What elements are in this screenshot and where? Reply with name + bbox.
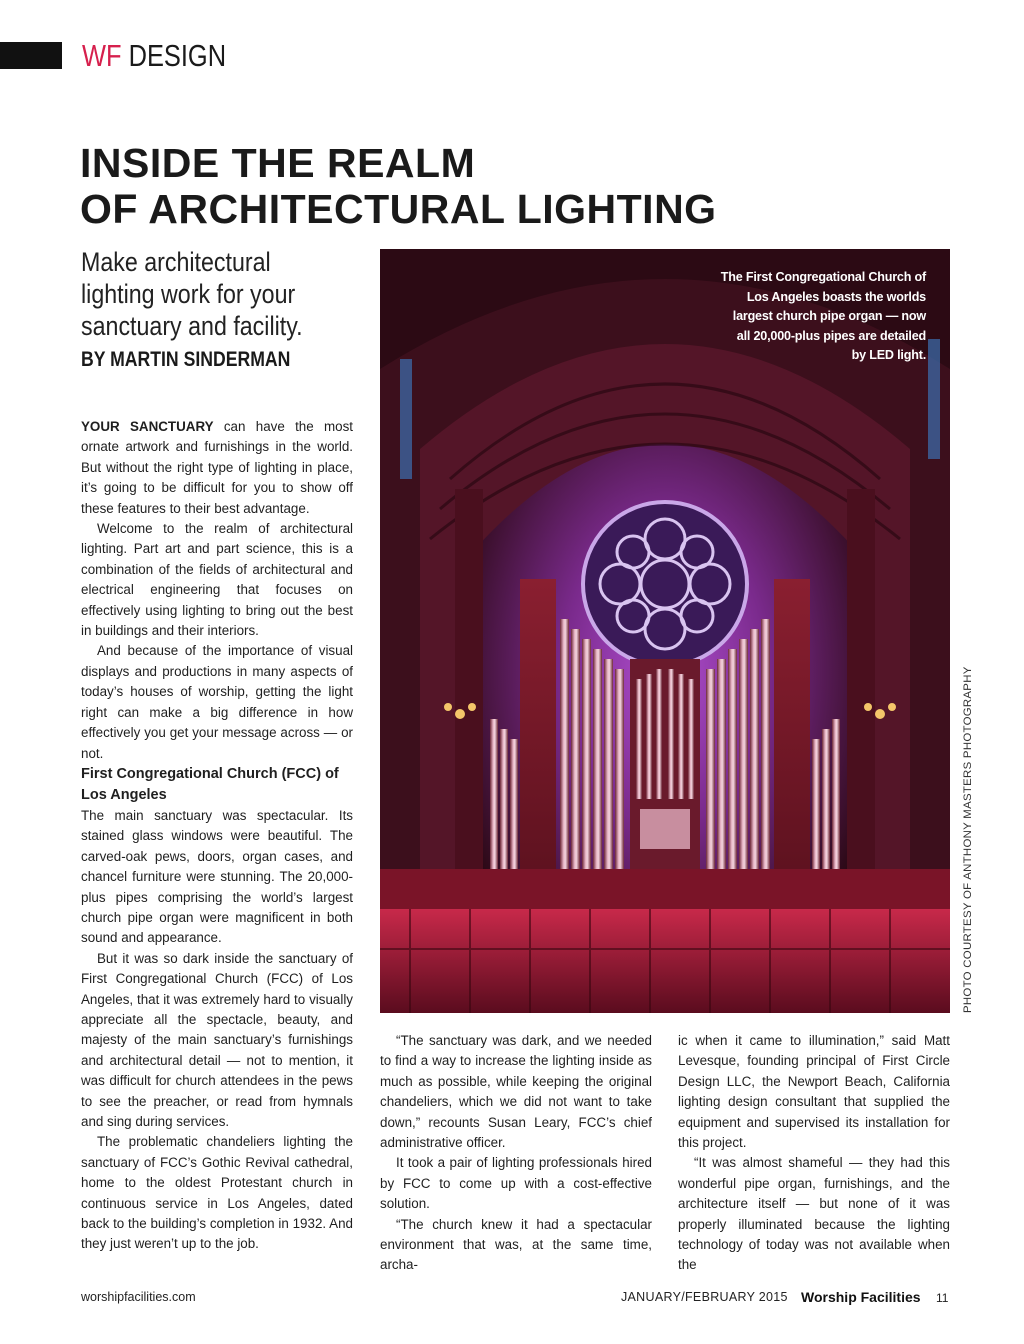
photo-credit: PHOTO COURTESY OF ANTHONY MASTERS PHOTOGRAPHY: [962, 666, 974, 1013]
headline-line-1: INSIDE THE REALM: [80, 140, 476, 186]
footer-issue-date: JANUARY/FEBRUARY 2015: [621, 1290, 788, 1304]
section-accent: WF: [82, 38, 122, 73]
paragraph-10: “It was almost shameful — they had this wonderful pipe organ, furnishings, and the architecture itself — but none of it was properly illuminated because the lighting technology of today was not available when the: [678, 1155, 950, 1273]
paragraph-9-continued: ic when it came to illumination,” said Matt Levesque, founding principal of First Circle Design LLC, the Newport Beach, California lighting design consultant that supplied the equipment and supervised its installation for this project.: [678, 1033, 950, 1151]
body-column-1: [81, 417, 353, 1255]
paragraph-6: The problematic chandeliers lighting the sanctuary of FCC’s Gothic Revival cathedral, home to the oldest Protestant church in continuous service in Los Angeles, dated back to the building’s completion in 1932. And they just weren’t up to the job.: [81, 1134, 353, 1252]
body-column-3: [678, 1031, 950, 1276]
article-byline: BY MARTIN SINDERMAN: [81, 348, 291, 371]
section-subhead: First Congregational Church (FCC) of Los Angeles: [81, 765, 339, 803]
paragraph-1-text: can have the most ornate artwork and furnishings in the world. But without the right type of lighting in place, it’s going to be difficult for you to show off these features to their best advantage.: [81, 419, 354, 516]
article-deck: Make architectural lighting work for your sanctuary and facility.: [81, 247, 303, 341]
section-label: [82, 36, 226, 76]
footer-website: worshipfacilities.com: [81, 1290, 196, 1304]
section-bar: [0, 42, 62, 69]
paragraph-4: The main sanctuary was spectacular. Its stained glass windows were beautiful. The carved-oak pews, doors, organ cases, and chancel furniture were stunning. The 20,000-plus pipes comprising the world’s largest church pipe organ were magnificent in both sound and appearance.: [81, 807, 353, 946]
footer-magazine-name: Worship Facilities: [801, 1289, 921, 1305]
paragraph-9: “The church knew it had a spectacular environment that was, at the same time, archa-: [380, 1216, 652, 1273]
paragraph-8: It took a pair of lighting professionals hired by FCC to come up with a cost-effective solution.: [380, 1155, 652, 1212]
article-headline: [80, 140, 800, 232]
paragraph-2: Welcome to the realm of architectural lighting. Part art and part science, this is a combination of the fields of architectural and electrical engineering that focuses on effectively using lighting to bring out the best in buildings and their interiors.: [81, 521, 353, 639]
paragraph-1: [81, 417, 353, 519]
section-name: DESIGN: [128, 38, 227, 73]
body-column-2: [380, 1031, 652, 1276]
paragraph-3: And because of the importance of visual displays and productions in many aspects of today’s houses of worship, getting the light right can make a big difference in how effectively you get your message across — or not.: [81, 643, 353, 761]
paragraph-7: “The sanctuary was dark, and we needed to find a way to increase the lighting inside as much as possible, while keeping the original chandeliers, which we did not want to take down,” recounts Susan Leary, FCC’s chief administrative officer.: [380, 1033, 652, 1151]
footer-page-number: 11: [936, 1291, 949, 1305]
paragraph-5: But it was so dark inside the sanctuary of First Congregational Church (FCC) of Los Angeles, that it was extremely hard to visually appreciate all the spectacle, beauty, and majesty of the main sanctuary’s furnishings and architectural detail — not to mention, it was difficult for church attendees in the pews to see the preacher, or read from hymnals and sing during services.: [81, 950, 353, 1129]
headline-line-2: OF ARCHITECTURAL LIGHTING: [80, 186, 717, 232]
photo-caption: The First Congregational Church of Los Angeles boasts the worlds largest church pipe organ — now all 20,000-plus pipes are detailed by LED light.: [720, 270, 926, 362]
lead-in: YOUR SANCTUARY: [81, 419, 214, 434]
